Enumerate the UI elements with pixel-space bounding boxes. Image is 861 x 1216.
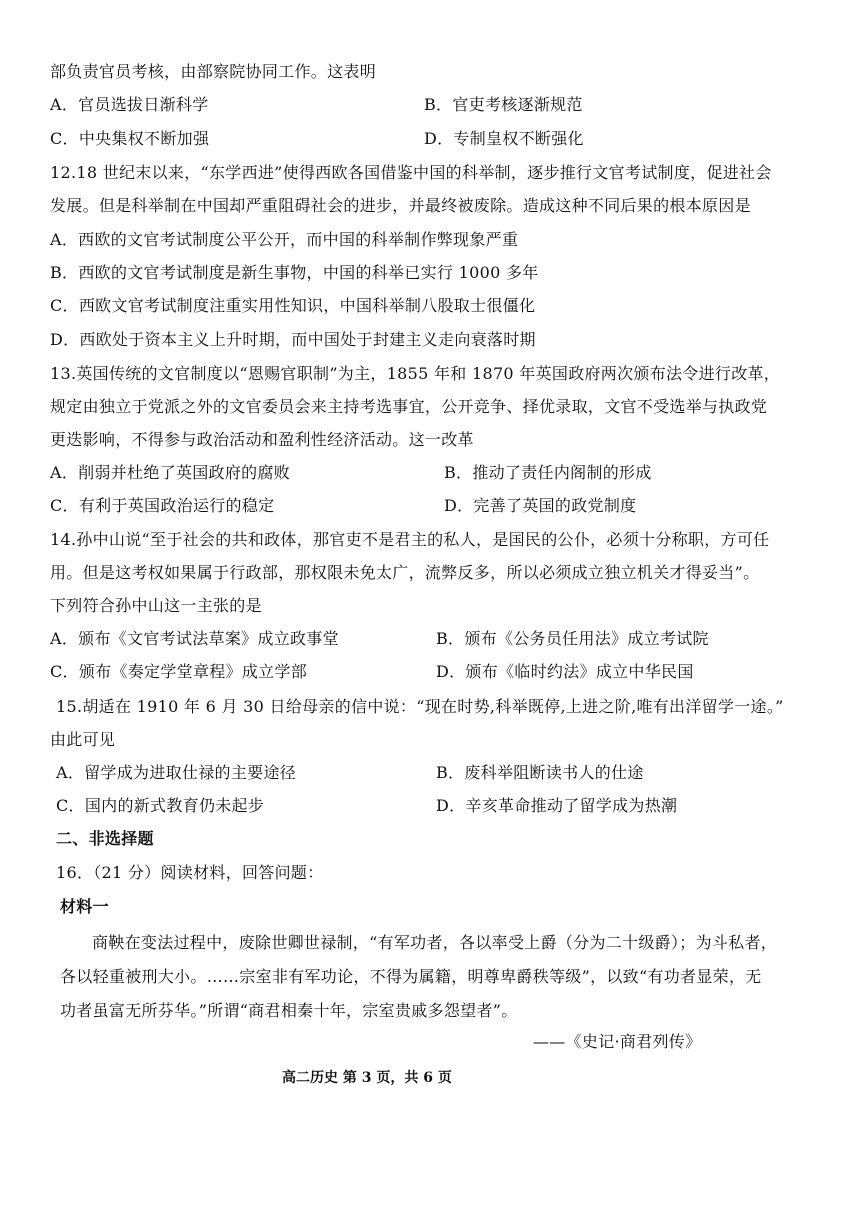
- q13-option-a: A．削弱并杜绝了英国政府的腐败: [50, 463, 291, 482]
- material-line2: 各以轻重被刑大小。……宗室非有军功论，不得为属籍，明尊卑爵秩等级”，以致“有功者显荣，无: [60, 967, 762, 986]
- q16-stem: 16．（21 分）阅读材料，回答问题：: [56, 863, 324, 882]
- q14-option-b: B．颁布《公务员任用法》成立考试院: [436, 629, 709, 648]
- q14-option-d: D．颁布《临时约法》成立中华民国: [436, 662, 694, 681]
- q14-stem-line1: 14.孙中山说“至于社会的共和政体，那官吏不是君主的私人，是国民的公仆，必须十分称职，方可任: [50, 530, 770, 549]
- q14-stem-line3: 下列符合孙中山这一主张的是: [50, 596, 262, 615]
- q13-stem-line1: 13.英国传统的文官制度以“恩赐官职制”为主，1855 年和 1870 年英国政府两次颁布法令进行改革，: [50, 364, 781, 383]
- q11-option-c: C．中央集权不断加强: [50, 129, 210, 148]
- section-heading: 二、非选择题: [56, 829, 154, 848]
- q11-option-a: A．官员选拔日渐科学: [50, 95, 209, 114]
- q12-stem-line1: 12.18 世纪末以来，“东学西进”使得西欧各国借鉴中国的科举制，逐步推行文官考试制度，促进社会: [50, 163, 772, 182]
- q15-option-a: A．留学成为进取仕禄的主要途径: [56, 763, 297, 782]
- q12-option-d: D．西欧处于资本主义上升时期，而中国处于封建主义走向衰落时期: [50, 330, 536, 349]
- q11-option-b: B．官吏考核逐渐规范: [424, 95, 583, 114]
- page-footer: 高二历史 第 3 页，共 6 页: [282, 1070, 452, 1086]
- material-title: 材料一: [60, 897, 109, 916]
- q13-option-d: D．完善了英国的政党制度: [444, 496, 637, 515]
- material-line1: 商鞅在变法过程中，废除世卿世禄制，“有军功者，各以率受上爵（分为二十级爵）；为斗私者，: [92, 933, 778, 952]
- q15-stem-line2: 由此可见: [50, 730, 116, 749]
- q11-option-d: D．专制皇权不断强化: [424, 129, 584, 148]
- q14-stem-line2: 用。但是这考权如果属于行政部，那权限未免太广，流弊反多，所以必须成立独立机关才得妥当”。: [50, 563, 760, 582]
- q15-option-d: D．辛亥革命推动了留学成为热潮: [436, 796, 678, 815]
- q15-option-b: B．废科举阻断读书人的仕途: [436, 763, 644, 782]
- q12-option-b: B．西欧的文官考试制度是新生事物，中国的科举已实行 1000 多年: [50, 263, 539, 282]
- material-line3: 功者虽富无所芬华。”所谓“商君相秦十年，宗室贵戚多怨望者”。: [60, 1001, 518, 1020]
- q12-option-a: A．西欧的文官考试制度公平公开，而中国的科举制作弊现象严重: [50, 230, 519, 249]
- q15-stem-line1: 15.胡适在 1910 年 6 月 30 日给母亲的信中说：“现在时势,科举既停,上进之阶,唯有出洋留学一途。”: [56, 697, 784, 716]
- q14-option-a: A．颁布《文官考试法草案》成立政事堂: [50, 629, 339, 648]
- q14-option-c: C．颁布《奏定学堂章程》成立学部: [50, 662, 308, 681]
- q12-option-c: C．西欧文官考试制度注重实用性知识，中国科举制八股取士很僵化: [50, 296, 536, 315]
- q13-stem-line2: 规定由独立于党派之外的文官委员会来主持考选事宜，公开竞争、择优录取，文官不受选举与执政党: [50, 397, 768, 416]
- q11-stem-tail: 部负责官员考核，由部察院协同工作。这表明: [50, 62, 377, 81]
- q13-stem-line3: 更迭影响，不得参与政治活动和盈利性经济活动。这一改革: [50, 430, 474, 449]
- q12-stem-line2: 发展。但是科举制在中国却严重阻碍社会的进步，并最终被废除。造成这种不同后果的根本原因是: [50, 196, 751, 215]
- material-source: ——《史记·商君列传》: [533, 1032, 702, 1051]
- q13-option-b: B．推动了责任内阁制的形成: [444, 463, 652, 482]
- q15-option-c: C．国内的新式教育仍未起步: [56, 796, 265, 815]
- q13-option-c: C．有利于英国政治运行的稳定: [50, 496, 275, 515]
